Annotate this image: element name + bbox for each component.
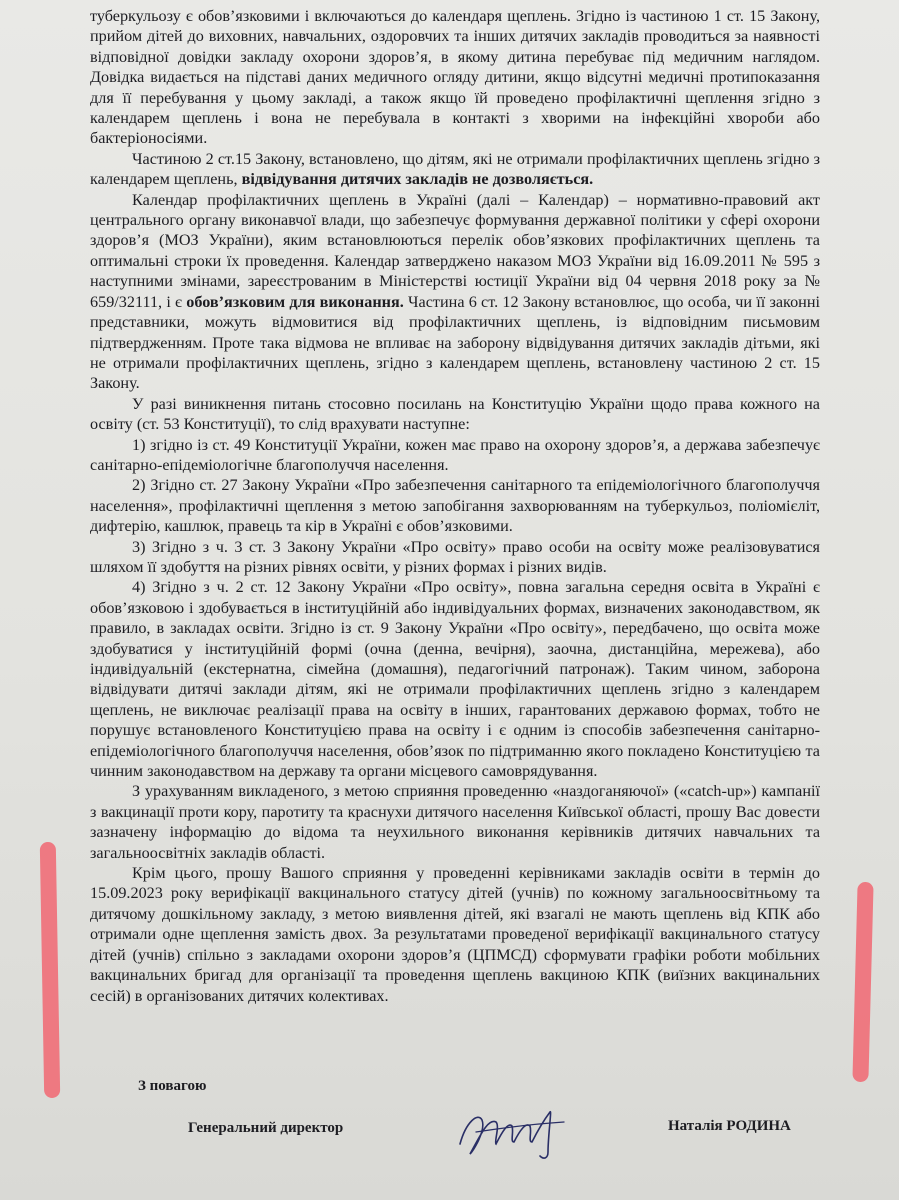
paragraph-2 (90, 149, 820, 190)
list-item-1 (90, 435, 820, 476)
paragraph-text: З урахуванням викладеного, з метою сприяння проведенню «наздоганяючої» («catch-up») кампанії з вакцинації проти кору, паротиту та краснухи дитячого населення Київської області, прошу Вас довести зазначену інформацію до відома та неухильного виконання керівників дитячих навчальних та загальноосвітніх закладів області. (90, 782, 820, 862)
paragraph-text: туберкульозу є обов’язковими і включаються до календаря щеплень. Згідно із частиною 1 ст. 15 Закону, прийом дітей до виховних, навчальних, оздоровчих та інших дитячих закладів проводиться за наявності відповідної довідки закладу охорони здоров’я, в якому дитина перебуває під медичним наглядом. Довідка видається на підставі даних медичного огляду дитини, якщо відсутні медичні протипоказання для її перебування у цьому закладі, а також якщо їй проведено профілактичні щеплення згідно з календарем щеплень і вона не перебувала в контакті з хворими на інфекційні хвороби або бактеріоносіями. (90, 7, 820, 148)
paragraph-3 (90, 190, 820, 394)
signatory-position: Генеральний директор (188, 1120, 344, 1136)
paragraph-text-tail: Частина 6 ст. 12 Закону встановлює, що особа, чи її законні представники, можуть відмовитися від профілактичних щеплень, із відповідним письмовим підтвердженням. Проте така відмова не впливає на заборону відвідування дитячих закладів дітьми, які не отримали профілактичних щеплень, згідно з календарем щеплень, встановлену частиною 2 ст. 15 Закону. (90, 292, 820, 393)
paragraph-text: У разі виникнення питань стосовно посилань на Конституцію України щодо права кожного на освіту (ст. 53 Конституції), то слід врахувати наступне: (90, 394, 820, 434)
paragraph-bold-text: відвідування дитячих закладів не дозволяється. (241, 170, 594, 189)
paragraph-text: 4) Згідно з ч. 2 ст. 12 Закону України «Про освіту», повна загальна середня освіта в Україні є обов’язковою і здобувається в інституційній або індивідуальних формах, визначених законодавством, як правило, в закладах освіти. Згідно із ст. 9 Закону України «Про освіту», передбачено, що освіта може здобуватися у інституційній формі (очна (денна, вечірня), заочна, дистанційна, мережева), або індивідуальній (екстернатна, сімейна (домашня), педагогічний патронаж). Таким чином, заборона відвідувати дитячі заклади дітям, які не отримали профілактичних щеплень згідно з календарем щеплень, не виключає реалізації права на освіту в інших, гарантованих державою формах, тобто не порушує встановленого Конституцією права на освіту і є одним із способів забезпечення санітарно-епідеміологічного благополуччя населення, обов’язок по підтриманню якого покладено Конституцією та чинним законодавством на державу та органи місцевого самоврядування. (90, 578, 820, 781)
list-item-4 (90, 577, 820, 781)
paragraph-bold-text: обов’язковим для виконання. (186, 292, 404, 311)
closing-phrase: З повагою (138, 1078, 207, 1094)
paragraph-6 (90, 863, 820, 1006)
paragraph-text: 1) згідно із ст. 49 Конституції України, кожен має право на охорону здоров’я, а держава забезпечує санітарно-епідеміологічне благополуччя населення. (90, 435, 820, 474)
letter-body (90, 6, 820, 1006)
paragraph-text: Крім цього, прошу Вашого сприяння у проведенні керівниками закладів освіти в термін до 15.09.2023 року верифікації вакцинального статусу дітей (учнів) по кожному загальноосвітньому та дитячому дошкільному закладу, з метою виявлення дітей, які взагалі не мають щеплень від КПК або отримали одне щеплення замість двох. За результатами проведеної верифікації вакцинального статусу дітей (учнів) спільно з закладами охорони здоров’я (ЦПМСД) сформувати графіки роботи мобільних вакцинальних бригад для організації та проведення щеплень вакциною КПК (виїзних вакцинальних сесій) в організованих дитячих колективах. (90, 864, 820, 1005)
paragraph-text: Календар профілактичних щеплень в Україні (далі – Календар) – нормативно-правовий акт центрального органу виконавчої влади, що забезпечує формування державної політики у сфері охорони здоров’я (МОЗ України), яким встановлюються перелік обов’язкових профілактичних щеплень та оптимальні строки їх проведення. Календар затверджено наказом МОЗ України від 16.09.2011 № 595 з наступними змінами, зареєстрованим в Міністерстві юстиції України від 04 червня 2018 року за № 659/32111, і є (90, 190, 820, 311)
highlight-marker-right (852, 882, 873, 1082)
paragraph-4 (90, 394, 820, 435)
list-item-2 (90, 475, 820, 536)
list-item-3 (90, 537, 820, 578)
paragraph-5 (90, 781, 820, 863)
paragraph-text: 3) Згідно з ч. 3 ст. 3 Закону України «Про освіту» право особи на освіту може реалізовуватися шляхом її здобуття на різних рівнях освіти, у різних формах і різних видів. (90, 537, 820, 576)
paragraph-text: 2) Згідно ст. 27 Закону України «Про забезпечення санітарного та епідеміологічного благополуччя населення», профілактичні щеплення з метою запобігання захворюванням на туберкульоз, поліомієліт, дифтерію, кашлюк, правець та кір в Україні є обов’язковими. (90, 476, 820, 536)
highlight-marker-left (40, 842, 60, 1098)
paragraph-1 (90, 6, 820, 149)
handwritten-signature (452, 1092, 572, 1162)
signatory-name: Наталія РОДИНА (668, 1118, 791, 1134)
paragraph-text: Частиною 2 ст.15 Закону, встановлено, що дітям, які не отримали профілактичних щеплень згідно з календарем щеплень, (90, 149, 820, 189)
